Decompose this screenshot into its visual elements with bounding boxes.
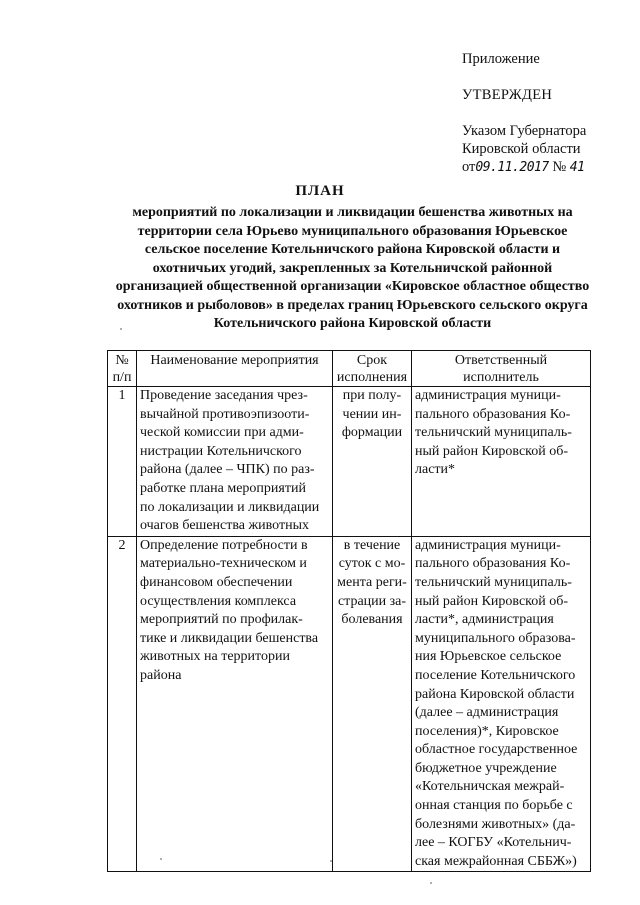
row-responsible: администрация муници- пального образования Ко- тельничский муниципаль- ный район Кировской об- ласти*, администрация муниципального образова- ния Юрьевское сельское поселение Котельничского района Кировской области (далее – администрация поселения)*, Кировское областное государственное бюджетное учреждение «Котельничская межрай- онная станция по борьбе с болезнями животных» (да- лее – КОГБУ «Котельнич- ская межрайонная СББЖ») [412, 536, 591, 872]
row-number: 1 [108, 387, 137, 537]
header-measure: Наименование мероприятия [137, 351, 333, 387]
table-header-row [108, 351, 591, 387]
scan-speck [430, 882, 432, 884]
measures-table [107, 350, 591, 872]
row-responsible: администрация муници- пального образования Ко- тельничский муниципаль- ный район Кировской об- ласти* [412, 387, 591, 537]
header-responsible: Ответственный исполнитель [412, 351, 591, 387]
approved-label: УТВЕРЖДЕН [462, 87, 553, 103]
row-measure: Проведение заседания чрез- вычайной противоэпизооти- ческой комиссии при адми- нистрации Котельничского района (далее – ЧПК) по раз- работке плана мероприятий по локализации и ликвидации очагов бешенства животных [137, 387, 333, 537]
scan-speck [120, 328, 122, 330]
row-number: 2 [108, 536, 137, 872]
row-measure: Определение потребности в материально-техническом и финансовом обеспечении осуществления комплекса мероприятий по профилак- тике и ликвидации бешенства животных на территории района [137, 536, 333, 872]
scan-speck [160, 858, 162, 860]
handwritten-date: 09.11.2017 [475, 160, 549, 175]
date-prefix: от [462, 159, 476, 175]
row-term: в течение суток с мо- мента реги- страции за- болевания [333, 536, 412, 872]
header-term: Срок исполнения [333, 351, 412, 387]
table-row [108, 387, 591, 537]
plan-subtitle: мероприятий по локализации и ликвидации бешенства животных на территории села Юрьево муниципального образования Юрьевское сельское поселение Котельничского района Кировской области и охотничьих угодий, закрепленных за Котельничской районной организацией общественной организации «Кировское областное общество охотников и рыболовов» в пределах границ Юрьевского сельского округа Котельничского района Кировской области [115, 205, 590, 331]
decree-line-1: Указом Губернатора [462, 123, 587, 139]
approval-stamp [462, 50, 632, 177]
table-row [108, 536, 591, 872]
decree-line-2: Кировской области [462, 141, 581, 157]
decree-date-line [462, 158, 632, 177]
number-prefix: № [552, 159, 567, 175]
header-number: № п/п [108, 351, 137, 387]
scan-speck [330, 860, 332, 862]
row-term: при полу- чении ин- формации [333, 387, 412, 537]
appendix-label: Приложение [462, 51, 540, 67]
plan-title: ПЛАН [295, 183, 345, 199]
handwritten-number: 41 [569, 160, 585, 175]
